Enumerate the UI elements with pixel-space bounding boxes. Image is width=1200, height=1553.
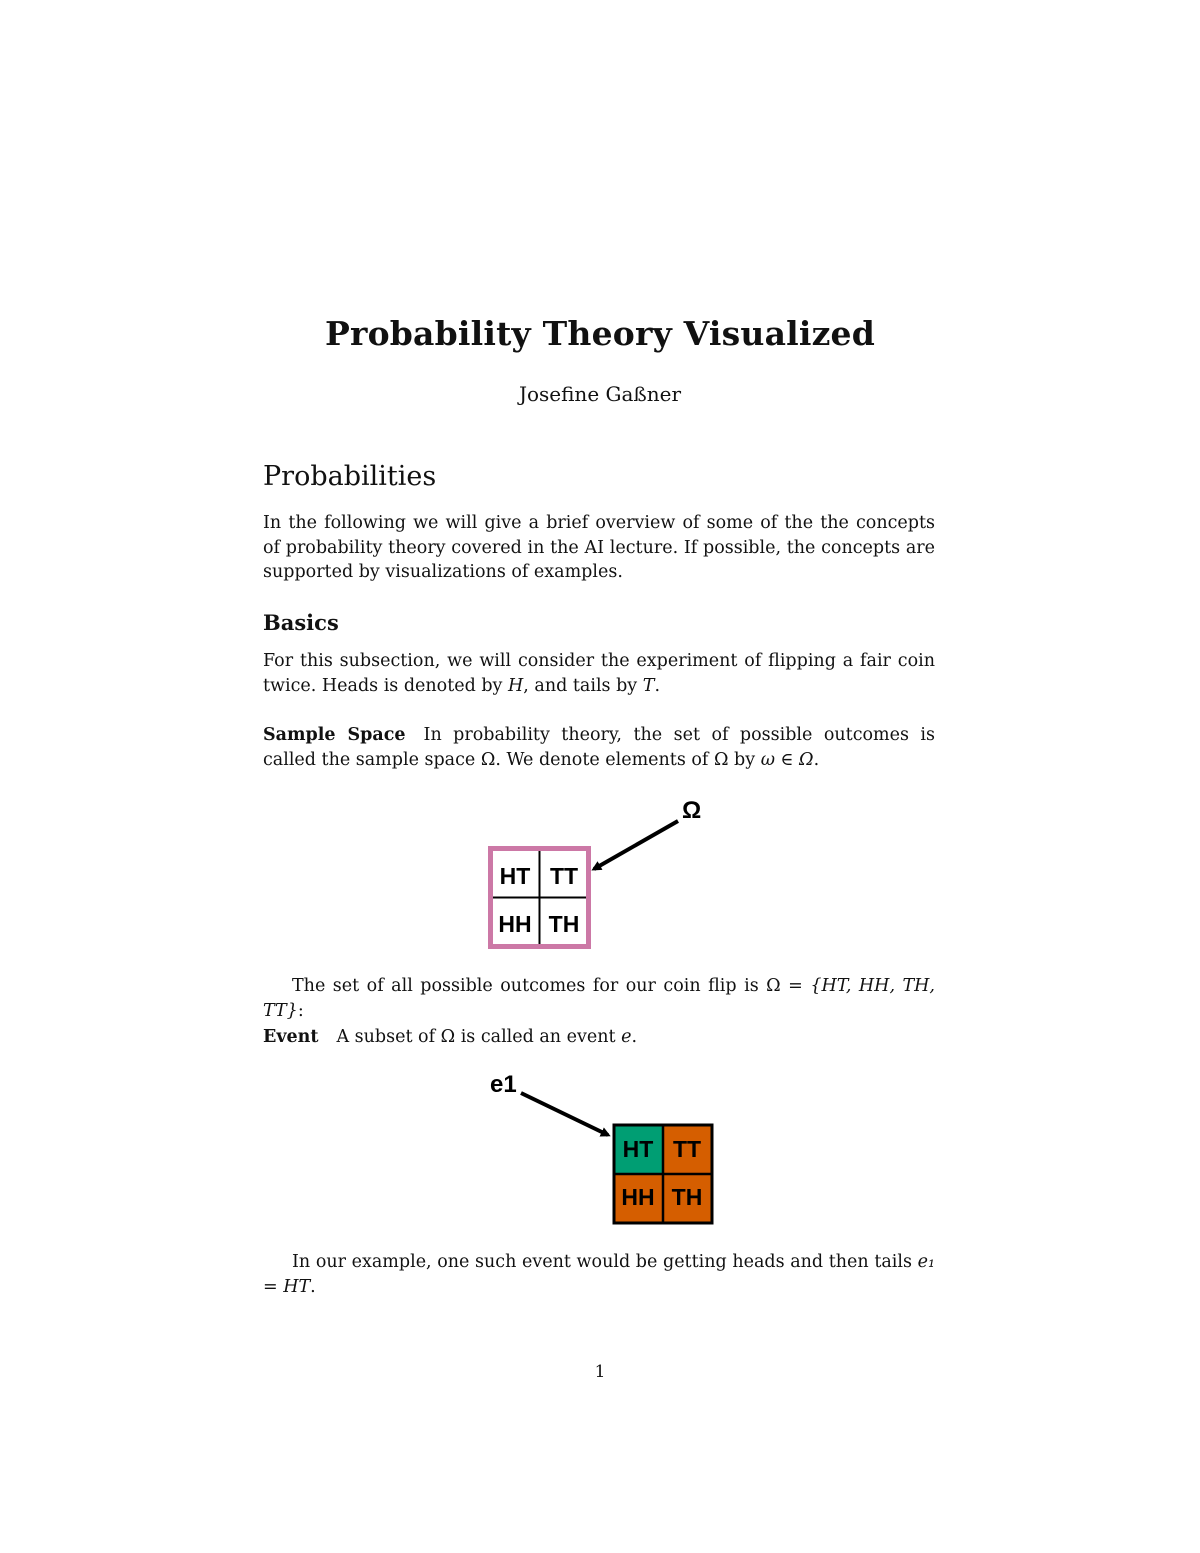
outcome-cell-tt: TT xyxy=(549,863,579,889)
example-end: . xyxy=(310,1276,316,1297)
outcome-cell-th: TH xyxy=(548,911,580,937)
basics-text-b: , and tails by xyxy=(523,675,638,696)
event-var: e xyxy=(621,1027,632,1047)
event-cell-hh: HH xyxy=(621,1184,655,1210)
event-term: Event xyxy=(263,1027,319,1047)
event-cell-tt: TT xyxy=(672,1136,702,1162)
section-heading: Probabilities xyxy=(263,461,437,492)
outcome-cell-ht: HT xyxy=(499,863,531,889)
sample-space-term: Sample Space xyxy=(263,725,406,745)
basics-text-a: For this subsection, we will consider the experiment of flipping a fair coin twice. Heads is denoted by xyxy=(263,651,935,696)
example-math: e₁ = HT xyxy=(263,1252,935,1297)
outcome-set-text: The set of all possible outcomes for our coin flip is Ω = xyxy=(292,976,811,996)
event-text: A subset of Ω is called an event xyxy=(336,1027,616,1047)
subsection-heading: Basics xyxy=(263,610,339,635)
event-paragraph xyxy=(263,1025,935,1050)
event-label: e1 xyxy=(490,1071,517,1098)
basics-text-c: . xyxy=(654,675,661,696)
var-tails: T xyxy=(642,675,655,696)
event-cell-th: TH xyxy=(671,1184,703,1210)
outcome-cell-hh: HH xyxy=(498,911,532,937)
var-heads: H xyxy=(508,675,524,696)
outcome-set-end: : xyxy=(297,1000,304,1021)
basics-paragraph xyxy=(263,649,935,698)
paper-title: Probability Theory Visualized xyxy=(324,314,876,353)
sample-space-text: In probability theory, the set of possible outcomes is called the sample space Ω. We denote elements of Ω by xyxy=(263,725,936,770)
sample-space-figure xyxy=(480,790,720,960)
omega-arrow xyxy=(594,821,678,869)
sample-space-end: . xyxy=(813,749,820,770)
example-paragraph xyxy=(263,1250,935,1299)
sample-space-paragraph xyxy=(263,723,935,772)
author-name: Josefine Gaßner xyxy=(518,382,682,406)
omega-element-math: ω ∈ Ω xyxy=(760,749,814,770)
outcome-set-math: {HT, HH, TH, TT} xyxy=(263,976,935,1021)
omega-label: Ω xyxy=(682,797,702,824)
page-number: 1 xyxy=(594,1362,606,1382)
example-text: In our example, one such event would be getting heads and then tails xyxy=(292,1252,912,1272)
event-cell-ht: HT xyxy=(622,1136,654,1162)
intro-paragraph: In the following we will give a brief overview of some of the the concepts of probability theory covered in the AI lecture. If possible, the concepts are supported by visualizations of examples. xyxy=(263,513,935,582)
event-figure xyxy=(480,1060,730,1235)
event-end: . xyxy=(631,1027,638,1047)
event-arrow xyxy=(521,1093,608,1135)
outcome-set-sentence xyxy=(263,974,935,1023)
